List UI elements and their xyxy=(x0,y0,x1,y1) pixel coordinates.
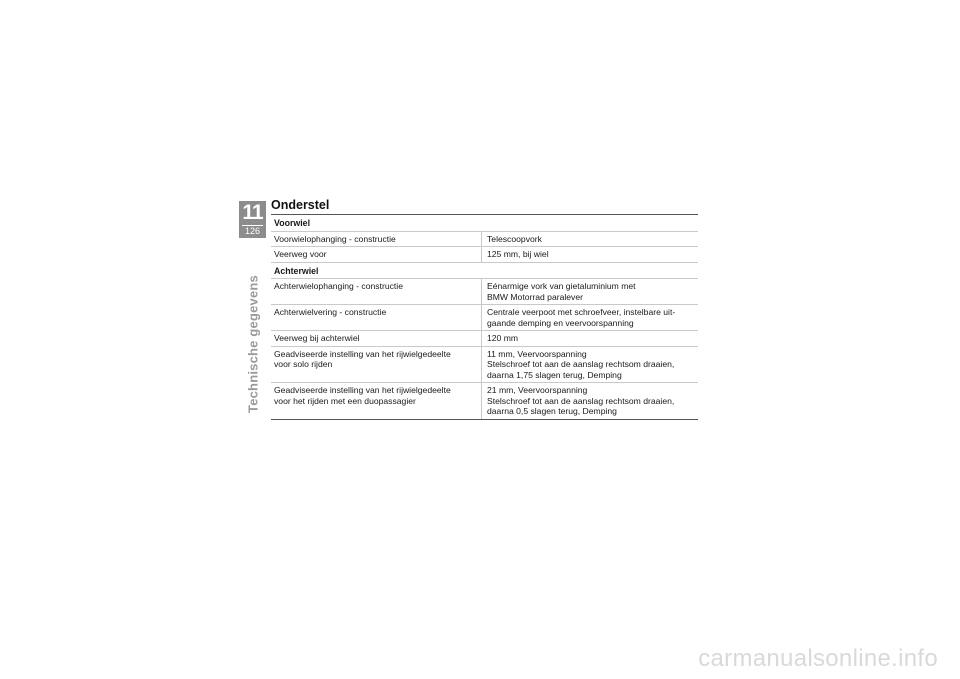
section-title: Onderstel xyxy=(271,198,330,212)
spec-label: Achterwielvering - constructie xyxy=(274,307,387,317)
spec-table xyxy=(271,214,698,420)
group-heading: Achterwiel xyxy=(274,265,319,276)
spec-label: Geadviseerde instelling van het rijwielgedeelte voor solo rijden xyxy=(274,348,451,369)
spec-value: 125 mm, bij wiel xyxy=(481,247,698,262)
table-row xyxy=(271,232,698,248)
spec-label: Geadviseerde instelling van het rijwielgedeelte voor het rijden met een duopassagier xyxy=(274,385,451,406)
group-heading-row xyxy=(271,263,698,280)
table-row xyxy=(271,331,698,347)
group-heading: Voorwiel xyxy=(274,218,311,228)
spec-value: 11 mm, Veervoorspanning Stelschroef tot aan de aanslag rechtsom draaien, daarna 1,75 slagen terug, Demping xyxy=(481,347,698,383)
table-row xyxy=(271,383,698,420)
spec-value: Telescoopvork xyxy=(481,232,698,247)
table-row xyxy=(271,305,698,331)
chapter-number: 11 xyxy=(242,201,263,224)
table-row xyxy=(271,347,698,384)
chapter-title-text: Technische gegevens xyxy=(245,275,261,413)
chapter-badge xyxy=(239,201,266,238)
page-number: 126 xyxy=(244,226,261,236)
watermark: carmanualsonline.info xyxy=(698,645,938,672)
spec-value: 21 mm, Veervoorspanning Stelschroef tot aan de aanslag rechtsom draaien, daarna 0,5 slagen terug, Demping xyxy=(481,383,698,419)
group-heading-row xyxy=(271,215,698,232)
spec-label: Veerweg bij achterwiel xyxy=(274,333,360,343)
spec-label: Veerweg voor xyxy=(274,249,327,259)
table-row xyxy=(271,279,698,305)
spec-value: Centrale veerpoot met schroefveer, instelbare uit- gaande demping en veervoorspanning xyxy=(481,305,698,330)
spec-value: 120 mm xyxy=(481,331,698,346)
table-row xyxy=(271,247,698,263)
spec-value: Eénarmige vork van gietaluminium met BMW Motorrad paralever xyxy=(481,279,698,304)
spec-label: Achterwielophanging - constructie xyxy=(274,281,403,291)
spec-label: Voorwielophanging - constructie xyxy=(274,233,396,244)
